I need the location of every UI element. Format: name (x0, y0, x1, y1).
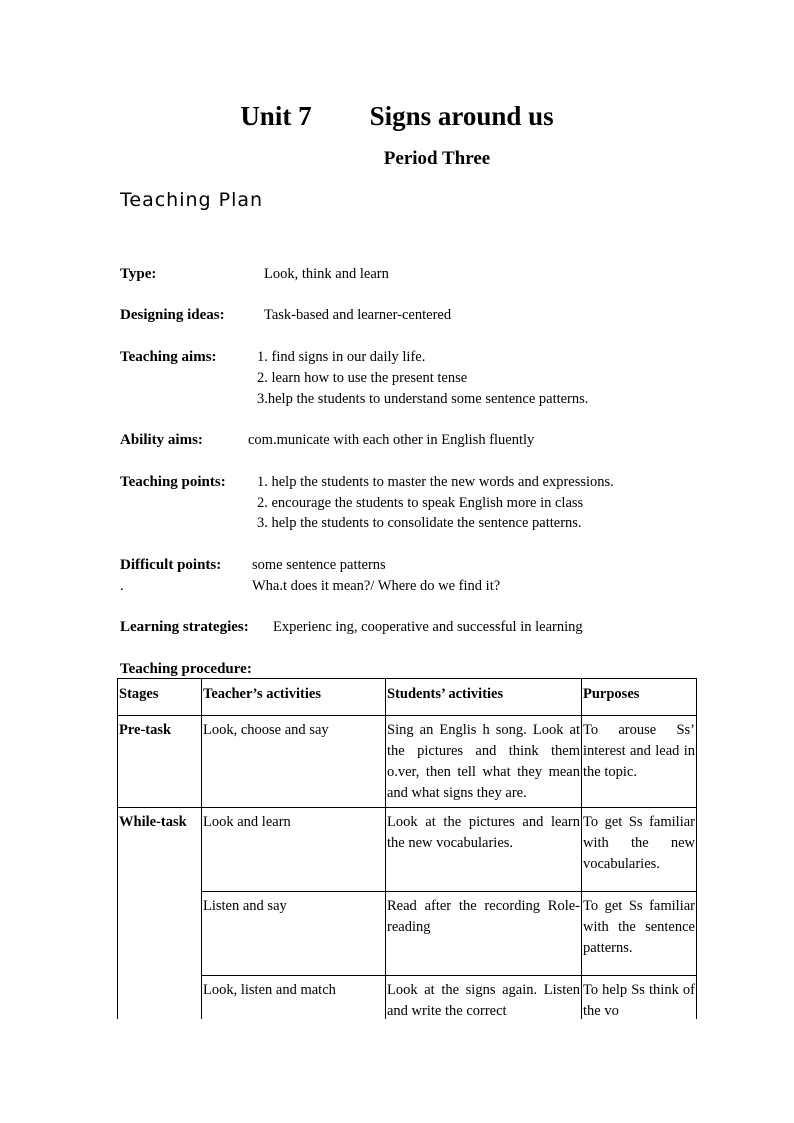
purpose-cell: To get Ss familiar with the sentence patterns. (582, 892, 697, 976)
learning-strategies-value: Experienc ing, cooperative and successful in learning (273, 619, 583, 635)
student-activity-cell: Read after the recording Role-reading (386, 892, 582, 976)
header-purposes: Purposes (582, 679, 697, 716)
page-bottom-mask (117, 1019, 794, 1123)
teaching-aim-item: 1. find signs in our daily life. (257, 349, 426, 365)
unit-topic: Signs around us (369, 101, 554, 131)
ability-aims-label: Ability aims: (120, 432, 203, 448)
stage-cell: Pre-task (118, 716, 202, 808)
header-stages: Stages (118, 679, 202, 716)
table-row (118, 808, 697, 892)
teacher-activity-cell: Listen and say (202, 892, 386, 976)
unit-number: Unit 7 (240, 101, 312, 131)
teacher-activity-cell: Look, choose and say (202, 716, 386, 808)
learning-strategies-label: Learning strategies: (120, 619, 249, 635)
table-row (118, 716, 697, 808)
header-teacher-activities: Teacher’s activities (202, 679, 386, 716)
purpose-cell: To get Ss familiar with the new vocabularies. (582, 808, 697, 892)
table-header-row (118, 679, 697, 716)
teaching-aim-item: 2. learn how to use the present tense (257, 370, 468, 386)
difficult-points-dot: . (120, 578, 124, 594)
difficult-point-item: Wha.t does it mean?/ Where do we find it? (252, 578, 501, 594)
difficult-point-item: some sentence patterns (252, 557, 386, 573)
purpose-cell: To help Ss think of the vo (582, 976, 697, 1036)
teaching-point-item: 3. help the students to consolidate the sentence patterns. (257, 515, 582, 531)
stage-cell: While-task (118, 808, 202, 892)
type-value: Look, think and learn (264, 266, 389, 282)
teaching-aims-label: Teaching aims: (120, 349, 217, 365)
ability-aims-value: com.municate with each other in English fluently (248, 432, 535, 448)
teaching-procedure-label: Teaching procedure: (120, 661, 252, 677)
student-activity-cell: Look at the pictures and learn the new vocabularies. (386, 808, 582, 892)
teacher-activity-cell: Look, listen and match (202, 976, 386, 1036)
stage-cell (118, 892, 202, 976)
designing-ideas-label: Designing ideas: (120, 307, 225, 323)
teaching-points-label: Teaching points: (120, 474, 226, 490)
designing-ideas-value: Task-based and learner-centered (264, 307, 452, 323)
procedure-table (117, 678, 697, 1036)
type-label: Type: (120, 266, 157, 282)
teaching-point-item: 1. help the students to master the new words and expressions. (257, 474, 614, 490)
purpose-cell: To arouse Ss’ interest and lead in the topic. (582, 716, 697, 808)
teaching-aim-item: 3.help the students to understand some sentence patterns. (257, 391, 589, 407)
student-activity-cell: Look at the signs again. Listen and write the correct (386, 976, 582, 1036)
table-left-border-tail (117, 1000, 118, 1019)
table-row (118, 892, 697, 976)
teacher-activity-cell: Look and learn (202, 808, 386, 892)
teaching-point-item: 2. encourage the students to speak English more in class (257, 495, 584, 511)
unit-title (0, 101, 794, 132)
difficult-points-label: Difficult points: (120, 557, 222, 573)
student-activity-cell: Sing an Englis h song. Look at the pictures and think them o.ver, then tell what they mean and what signs they are. (386, 716, 582, 808)
teaching-plan-heading: Teaching Plan (120, 189, 264, 211)
header-students-activities: Students’ activities (386, 679, 582, 716)
period-title: Period Three (383, 148, 491, 169)
